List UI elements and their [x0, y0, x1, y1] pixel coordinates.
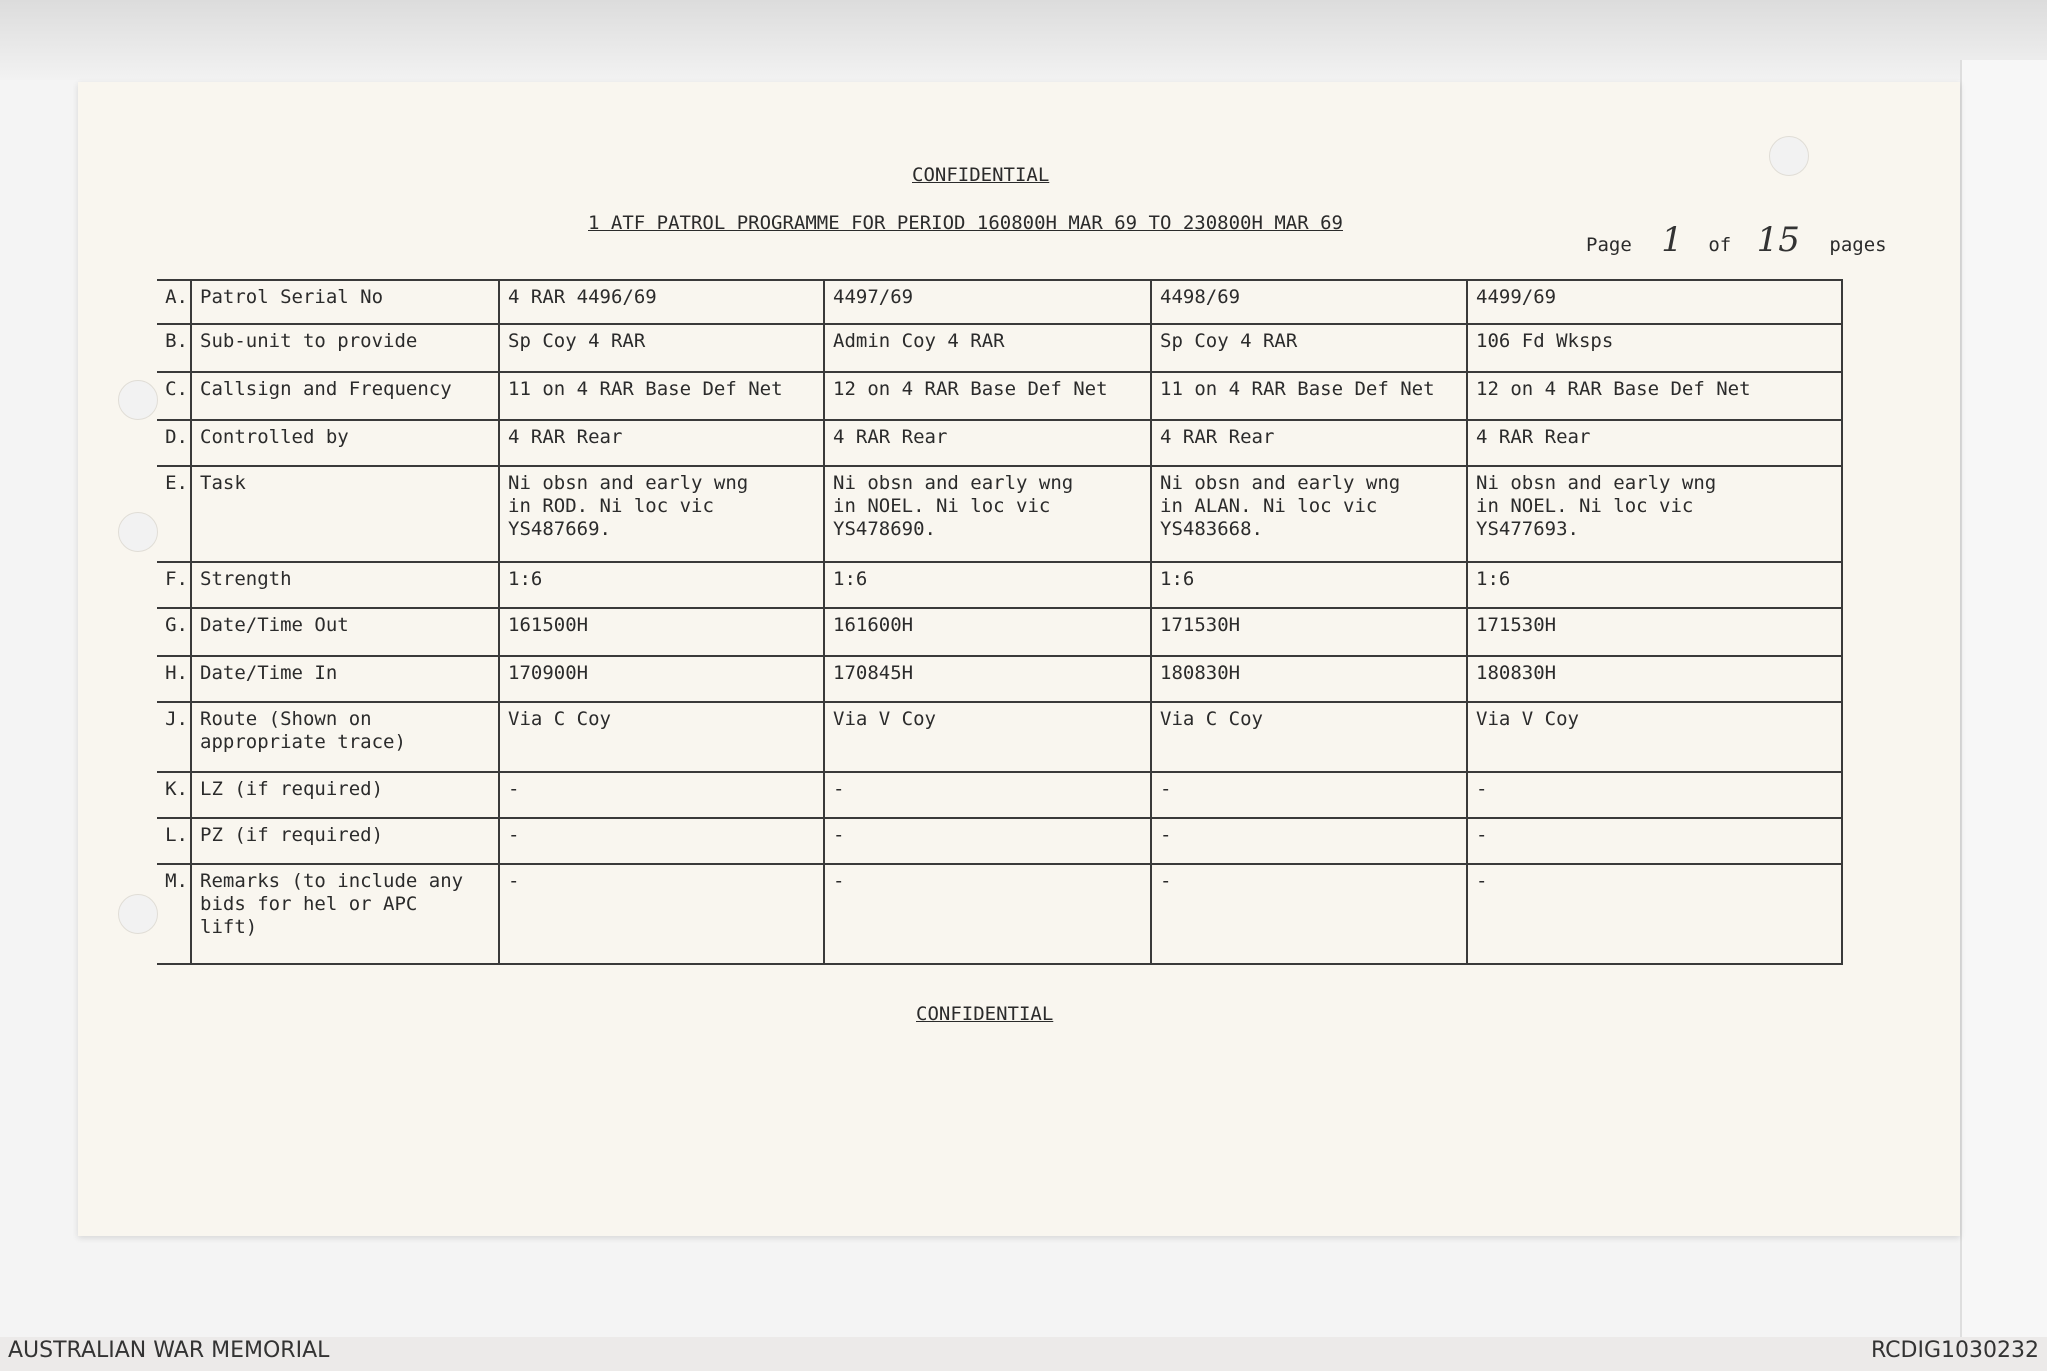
table-cell: - — [824, 818, 1151, 864]
table-cell: 1:6 — [824, 562, 1151, 608]
table-cell: 4 RAR Rear — [1151, 420, 1467, 466]
row-letter: D. — [157, 420, 191, 466]
table-cell: 4 RAR 4496/69 — [499, 280, 824, 324]
table-cell: - — [1467, 864, 1842, 964]
table-row — [157, 864, 1842, 964]
table-cell: 170845H — [824, 656, 1151, 702]
table-cell: Ni obsn and early wng in ROD. Ni loc vic YS487669. — [499, 466, 824, 562]
table-cell: 1:6 — [1151, 562, 1467, 608]
table-cell: - — [1151, 818, 1467, 864]
row-letter: K. — [157, 772, 191, 818]
table-cell: Sp Coy 4 RAR — [499, 324, 824, 372]
table-cell: 161600H — [824, 608, 1151, 656]
page-indicator — [1586, 220, 1887, 260]
document-title: 1 ATF PATROL PROGRAMME FOR PERIOD 160800H MAR 69 TO 230800H MAR 69 — [588, 212, 1343, 234]
table-row — [157, 608, 1842, 656]
row-label: Date/Time Out — [191, 608, 499, 656]
row-letter: H. — [157, 656, 191, 702]
archive-reference: RCDIG1030232 — [1870, 1338, 2039, 1363]
patrol-programme-table — [157, 279, 1843, 965]
row-label: Route (Shown on appropriate trace) — [191, 702, 499, 772]
classification-bottom: CONFIDENTIAL — [916, 1003, 1054, 1025]
table-cell: 4499/69 — [1467, 280, 1842, 324]
table-row — [157, 818, 1842, 864]
row-label: LZ (if required) — [191, 772, 499, 818]
table-cell: 11 on 4 RAR Base Def Net — [1151, 372, 1467, 420]
table-cell: 11 on 4 RAR Base Def Net — [499, 372, 824, 420]
row-label: PZ (if required) — [191, 818, 499, 864]
row-letter: L. — [157, 818, 191, 864]
table-cell: 1:6 — [499, 562, 824, 608]
row-letter: G. — [157, 608, 191, 656]
table-row — [157, 324, 1842, 372]
row-letter: M. — [157, 864, 191, 964]
table-cell: 4 RAR Rear — [1467, 420, 1842, 466]
table-row — [157, 772, 1842, 818]
punch-hole — [118, 894, 158, 934]
row-letter: B. — [157, 324, 191, 372]
table-cell: 1:6 — [1467, 562, 1842, 608]
table-cell: Ni obsn and early wng in NOEL. Ni loc vic YS478690. — [824, 466, 1151, 562]
table-cell: 180830H — [1151, 656, 1467, 702]
table-cell: - — [1467, 772, 1842, 818]
table-row — [157, 562, 1842, 608]
row-label: Sub-unit to provide — [191, 324, 499, 372]
table-cell: Via C Coy — [499, 702, 824, 772]
table-cell: 4498/69 — [1151, 280, 1467, 324]
table-cell: Sp Coy 4 RAR — [1151, 324, 1467, 372]
row-letter: A. — [157, 280, 191, 324]
row-label: Controlled by — [191, 420, 499, 466]
punch-hole — [118, 380, 158, 420]
table-cell: - — [824, 864, 1151, 964]
table-cell: - — [499, 864, 824, 964]
table-cell: 4 RAR Rear — [824, 420, 1151, 466]
table-cell: - — [499, 772, 824, 818]
table-cell: 4497/69 — [824, 280, 1151, 324]
punch-hole — [118, 512, 158, 552]
table-cell: - — [824, 772, 1151, 818]
row-label: Callsign and Frequency — [191, 372, 499, 420]
row-letter: F. — [157, 562, 191, 608]
page-label: Page — [1586, 234, 1632, 256]
row-label: Patrol Serial No — [191, 280, 499, 324]
row-label: Date/Time In — [191, 656, 499, 702]
archive-name: AUSTRALIAN WAR MEMORIAL — [8, 1338, 330, 1363]
row-label: Remarks (to include any bids for hel or APC lift) — [191, 864, 499, 964]
table-cell: - — [1151, 772, 1467, 818]
table-cell: - — [499, 818, 824, 864]
classification-top: CONFIDENTIAL — [912, 164, 1050, 186]
table-cell: Via V Coy — [1467, 702, 1842, 772]
table-cell: Via V Coy — [824, 702, 1151, 772]
row-label: Task — [191, 466, 499, 562]
page-total: 15 — [1756, 220, 1800, 260]
row-letter: J. — [157, 702, 191, 772]
table-row — [157, 280, 1842, 324]
table-cell: Ni obsn and early wng in ALAN. Ni loc vic YS483668. — [1151, 466, 1467, 562]
table-cell: Via C Coy — [1151, 702, 1467, 772]
table-cell: 171530H — [1467, 608, 1842, 656]
row-letter: C. — [157, 372, 191, 420]
of-label: of — [1708, 234, 1732, 256]
table-cell: 161500H — [499, 608, 824, 656]
table-cell: 171530H — [1151, 608, 1467, 656]
table-cell: 180830H — [1467, 656, 1842, 702]
table-cell: 12 on 4 RAR Base Def Net — [824, 372, 1151, 420]
table-cell: - — [1467, 818, 1842, 864]
pages-label: pages — [1829, 234, 1887, 256]
table-cell: 170900H — [499, 656, 824, 702]
table-cell: Admin Coy 4 RAR — [824, 324, 1151, 372]
table-cell: Ni obsn and early wng in NOEL. Ni loc vic YS477693. — [1467, 466, 1842, 562]
underlying-sheet — [1960, 60, 2047, 1337]
row-letter: E. — [157, 466, 191, 562]
table-cell: - — [1151, 864, 1467, 964]
table-cell: 106 Fd Wksps — [1467, 324, 1842, 372]
table-row — [157, 656, 1842, 702]
row-label: Strength — [191, 562, 499, 608]
table-cell: 4 RAR Rear — [499, 420, 824, 466]
table-row — [157, 702, 1842, 772]
table-row — [157, 420, 1842, 466]
table-row — [157, 372, 1842, 420]
page-number: 1 — [1661, 220, 1683, 260]
table-row — [157, 466, 1842, 562]
table-cell: 12 on 4 RAR Base Def Net — [1467, 372, 1842, 420]
scan-top-shadow — [0, 0, 2047, 80]
table-body — [157, 280, 1842, 964]
punch-hole — [1769, 136, 1809, 176]
